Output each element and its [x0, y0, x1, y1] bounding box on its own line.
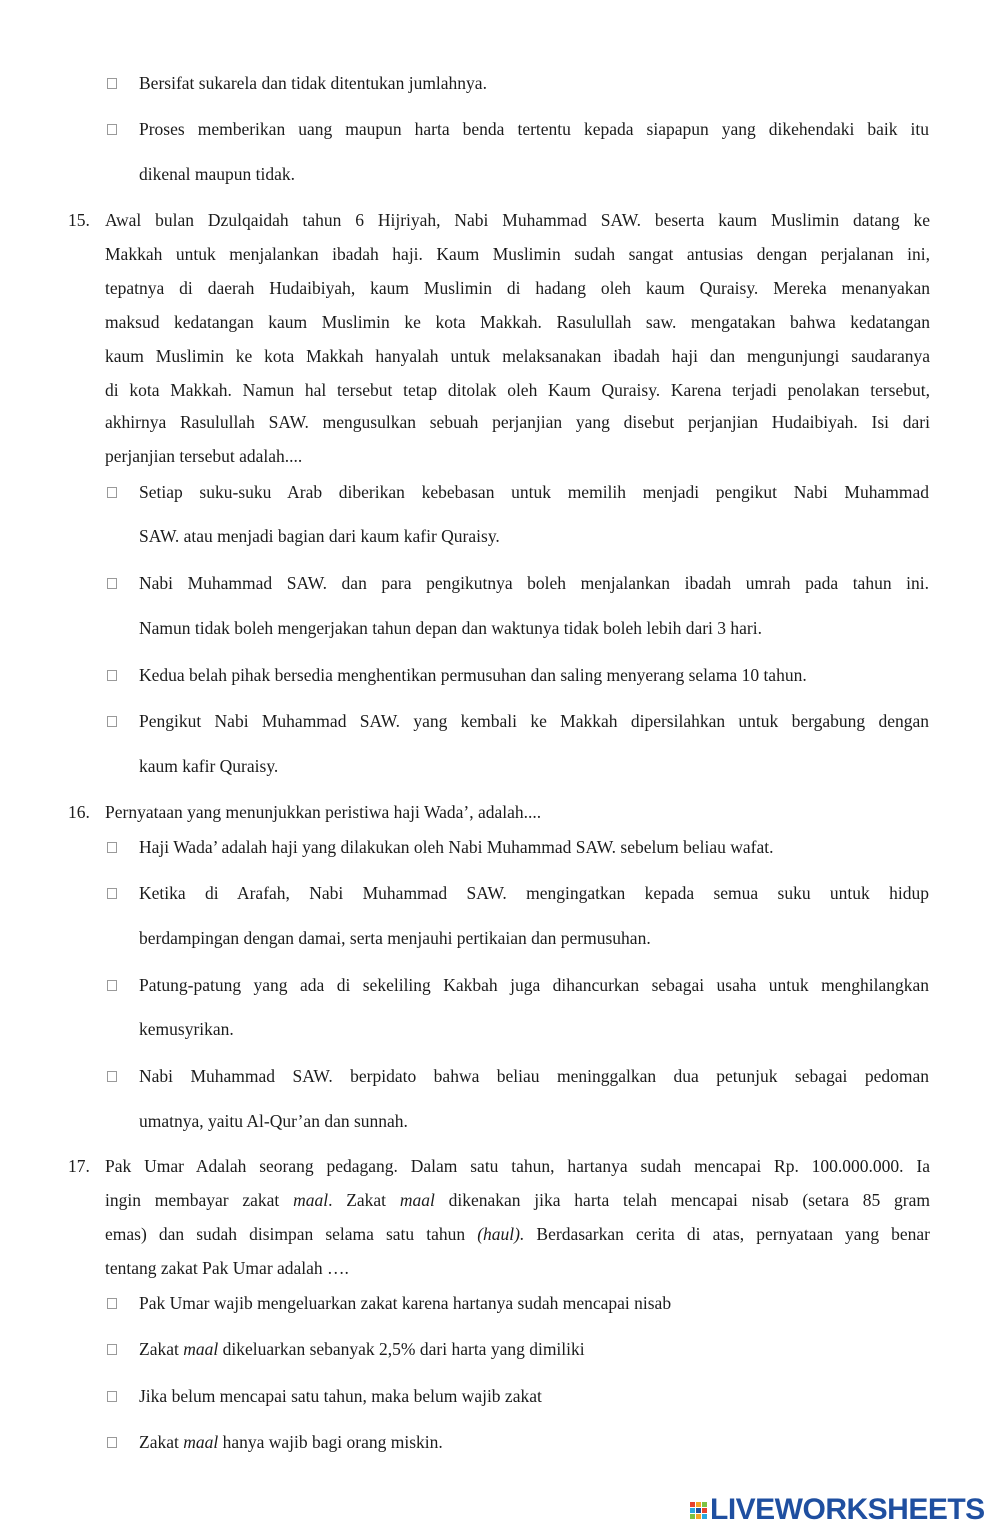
q17-option-2-checkbox[interactable] — [107, 1344, 117, 1355]
logo-grid-cell — [690, 1508, 695, 1513]
q16-option-2-checkbox[interactable] — [107, 888, 117, 899]
q17-option-1-checkbox[interactable] — [107, 1298, 117, 1309]
q15-option-1-text: Setiap suku-suku Arab diberikan kebebasan untuk memilih menjadi pengikut Nabi Muhammad — [139, 482, 929, 502]
q15-option-1-text: SAW. atau menjadi bagian dari kaum kafir Quraisy. — [139, 526, 500, 546]
q16-option-1-checkbox[interactable] — [107, 842, 117, 853]
q15-option-2-text: Namun tidak boleh mengerjakan tahun depan dan waktunya tidak boleh lebih dari 3 hari. — [139, 618, 763, 638]
logo-grid-cell — [696, 1508, 701, 1513]
q15-option-2-checkbox[interactable] — [107, 578, 117, 589]
q16-option-1-text: Haji Wada’ adalah haji yang dilakukan oleh Nabi Muhammad SAW. sebelum beliau wafat. — [139, 837, 774, 857]
q15-option-3-checkbox[interactable] — [107, 670, 117, 681]
q15-question-line: tepatnya di daerah Hudaibiyah, kaum Muslimin di hadang oleh kaum Quraisy. Mereka menanyakan — [105, 278, 930, 298]
logo-grid-cell — [696, 1502, 701, 1507]
liveworksheets-grid-icon — [690, 1502, 707, 1519]
logo-grid-cell — [690, 1514, 695, 1519]
q14-option-1-text: Bersifat sukarela dan tidak ditentukan jumlahnya. — [139, 73, 487, 93]
logo-grid-cell — [690, 1502, 695, 1507]
q14-option-2-text: Proses memberikan uang maupun harta benda tertentu kepada siapapun yang dikehendaki baik itu — [139, 119, 929, 139]
q16-option-3-text: Patung-patung yang ada di sekeliling Kakbah juga dihancurkan sebagai usaha untuk menghilangkan — [139, 975, 929, 995]
q17-option-2-text: Zakat maal dikeluarkan sebanyak 2,5% dari harta yang dimiliki — [139, 1339, 585, 1359]
logo-grid-cell — [696, 1514, 701, 1519]
q14-option-2-checkbox[interactable] — [107, 124, 117, 135]
q15-question-line: perjanjian tersebut adalah.... — [105, 446, 303, 466]
logo-grid-cell — [702, 1514, 707, 1519]
logo-grid-cell — [702, 1508, 707, 1513]
q17-option-4-checkbox[interactable] — [107, 1437, 117, 1448]
q15-question-line: Awal bulan Dzulqaidah tahun 6 Hijriyah, Nabi Muhammad SAW. beserta kaum Muslimin datang ke — [105, 210, 930, 230]
term-maal: maal — [399, 1190, 435, 1210]
q16-option-4-checkbox[interactable] — [107, 1071, 117, 1082]
q17-number: 17. — [68, 1156, 90, 1176]
q15-question-line: akhirnya Rasulullah SAW. mengusulkan sebuah perjanjian yang disebut perjanjian Hudaibiyah. Isi dari — [105, 412, 930, 432]
q16-option-3-text: kemusyrikan. — [139, 1019, 234, 1039]
q17-option-4-text: Zakat maal hanya wajib bagi orang miskin. — [139, 1432, 443, 1452]
q17-question-line: emas) dan sudah disimpan selama satu tahun (haul). Berdasarkan cerita di atas, pernyataan yang benar — [105, 1224, 930, 1244]
q15-option-1-checkbox[interactable] — [107, 487, 117, 498]
q15-question-line: maksud kedatangan kaum Muslimin ke kota Makkah. Rasulullah saw. mengatakan bahwa kedatangan — [105, 312, 930, 332]
q17-option-3-checkbox[interactable] — [107, 1391, 117, 1402]
q15-option-2-text: Nabi Muhammad SAW. dan para pengikutnya boleh menjalankan ibadah umrah pada tahun ini. — [139, 573, 929, 593]
q17-question-line: tentang zakat Pak Umar adalah …. — [105, 1258, 349, 1278]
q17-question-line: Pak Umar Adalah seorang pedagang. Dalam satu tahun, hartanya sudah mencapai Rp. 100.000.000. Ia — [105, 1156, 930, 1176]
q16-question: Pernyataan yang menunjukkan peristiwa haji Wada’, adalah.... — [105, 802, 542, 822]
q15-question-line: di kota Makkah. Namun hal tersebut tetap ditolak oleh Kaum Quraisy. Karena terjadi penolakan tersebut, — [105, 380, 930, 400]
q15-question-line: kaum Muslimin ke kota Makkah hanyalah untuk melaksanakan ibadah haji dan mengunjungi saudaranya — [105, 346, 930, 366]
logo-grid-cell — [702, 1502, 707, 1507]
q16-option-4-text: umatnya, yaitu Al-Qur’an dan sunnah. — [139, 1111, 408, 1131]
liveworksheets-logo — [690, 1490, 990, 1530]
q15-number: 15. — [68, 210, 90, 230]
q14-option-1-checkbox[interactable] — [107, 78, 117, 89]
brand-name: LIVEWORKSHEETS — [710, 1493, 985, 1526]
q15-option-4-checkbox[interactable] — [107, 716, 117, 727]
term-maal: maal — [183, 1339, 219, 1359]
q16-option-2-text: berdampingan dengan damai, serta menjauhi pertikaian dan permusuhan. — [139, 928, 651, 948]
term-haul: (haul). — [477, 1224, 525, 1244]
term-maal: maal — [183, 1432, 219, 1452]
q16-option-3-checkbox[interactable] — [107, 980, 117, 991]
q16-option-4-text: Nabi Muhammad SAW. berpidato bahwa beliau meninggalkan dua petunjuk sebagai pedoman — [139, 1066, 929, 1086]
q16-number: 16. — [68, 802, 90, 822]
q17-option-1-text: Pak Umar wajib mengeluarkan zakat karena hartanya sudah mencapai nisab — [139, 1293, 672, 1313]
q15-option-3-text: Kedua belah pihak bersedia menghentikan permusuhan dan saling menyerang selama 10 tahun. — [139, 665, 807, 685]
q17-option-3-text: Jika belum mencapai satu tahun, maka belum wajib zakat — [139, 1386, 542, 1406]
q15-option-4-text: kaum kafir Quraisy. — [139, 756, 279, 776]
q17-question-line: ingin membayar zakat maal. Zakat maal dikenakan jika harta telah mencapai nisab (setara 85 gram — [105, 1190, 930, 1210]
q16-option-2-text: Ketika di Arafah, Nabi Muhammad SAW. mengingatkan kepada semua suku untuk hidup — [139, 883, 929, 903]
term-maal: maal — [293, 1190, 329, 1210]
q15-question-line: Makkah untuk menjalankan ibadah haji. Kaum Muslimin sudah sangat antusias dengan perjalanan ini, — [105, 244, 930, 264]
q15-option-4-text: Pengikut Nabi Muhammad SAW. yang kembali ke Makkah dipersilahkan untuk bergabung dengan — [139, 711, 929, 731]
q14-option-2-text: dikenal maupun tidak. — [139, 164, 296, 184]
